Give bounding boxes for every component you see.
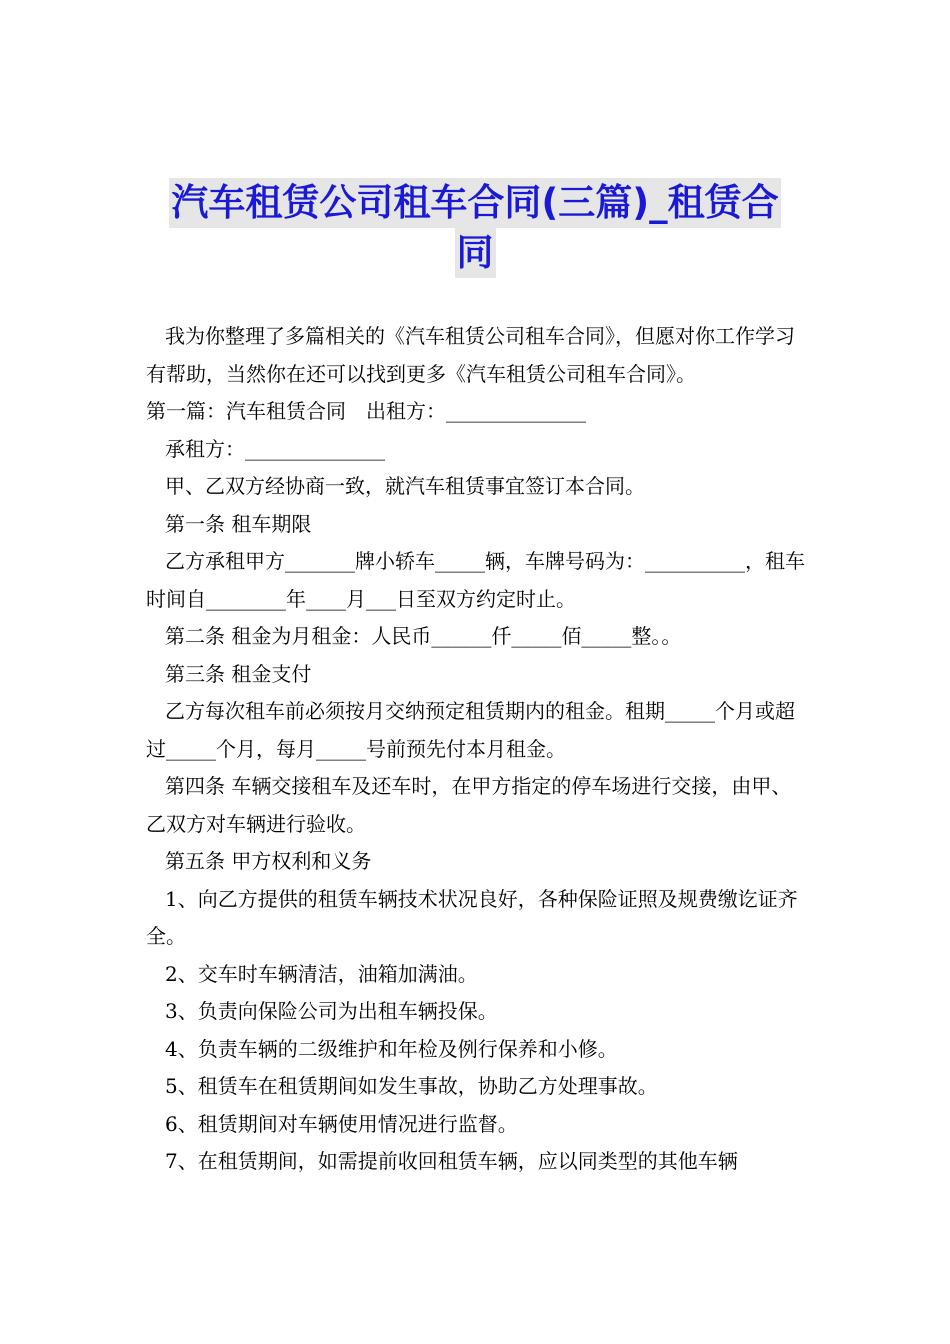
paragraph: 第一篇：汽车租赁合同 出租方：______________ xyxy=(146,399,586,423)
section-heading: 第五条 甲方权利和义务 xyxy=(165,849,372,873)
paragraph: 第四条 车辆交接租车及还车时，在甲方指定的停车场进行交接，由甲、乙双方对车辆进行验收。 xyxy=(146,774,792,836)
list-item: 7、在租赁期间，如需提前收回租赁车辆，应以同类型的其他车辆 xyxy=(165,1149,738,1173)
title-line-2: 同 xyxy=(455,228,496,278)
list-item: 3、负责向保险公司为出租车辆投保。 xyxy=(165,999,498,1023)
paragraph: 甲、乙双方经协商一致，就汽车租赁事宜签订本合同。 xyxy=(165,474,645,498)
section-heading: 第二条 租金为月租金：人民币______仟_____佰_____整。。 xyxy=(165,624,682,648)
list-item: 5、租赁车在租赁期间如发生事故，协助乙方处理事故。 xyxy=(165,1074,658,1098)
section-heading: 第三条 租金支付 xyxy=(165,661,312,686)
list-item: 4、负责车辆的二级维护和年检及例行保养和小修。 xyxy=(165,1036,618,1061)
list-item: 6、租赁期间对车辆使用情况进行监督。 xyxy=(165,1111,518,1136)
list-item: 2、交车时车辆清洁，油箱加满油。 xyxy=(165,961,478,986)
paragraph: 我为你整理了多篇相关的《汽车租赁公司租车合同》，但愿对你工作学习有帮助，当然你在还可以找到更多《汽车租赁公司租车合同》。 xyxy=(146,324,795,386)
title-line-1: 汽车租赁公司租车合同(三篇)_租赁合 xyxy=(169,178,780,228)
document-body xyxy=(146,318,810,1181)
section-heading: 第一条 租车期限 xyxy=(165,511,312,536)
list-item: 1、向乙方提供的租赁车辆技术状况良好，各种保险证照及规费缴讫证齐全。 xyxy=(146,886,798,948)
paragraph: 乙方每次租车前必须按月交纳预定租赁期内的租金。租期_____个月或超过_____个月，每月_____号前预先付本月租金。 xyxy=(146,699,795,761)
document-title xyxy=(0,178,950,278)
paragraph: 承租方：______________ xyxy=(165,436,385,461)
paragraph: 乙方承租甲方_______牌小轿车_____辆，车牌号码为：__________，租车时间自________年____月___日至双方约定时止。 xyxy=(146,549,805,611)
